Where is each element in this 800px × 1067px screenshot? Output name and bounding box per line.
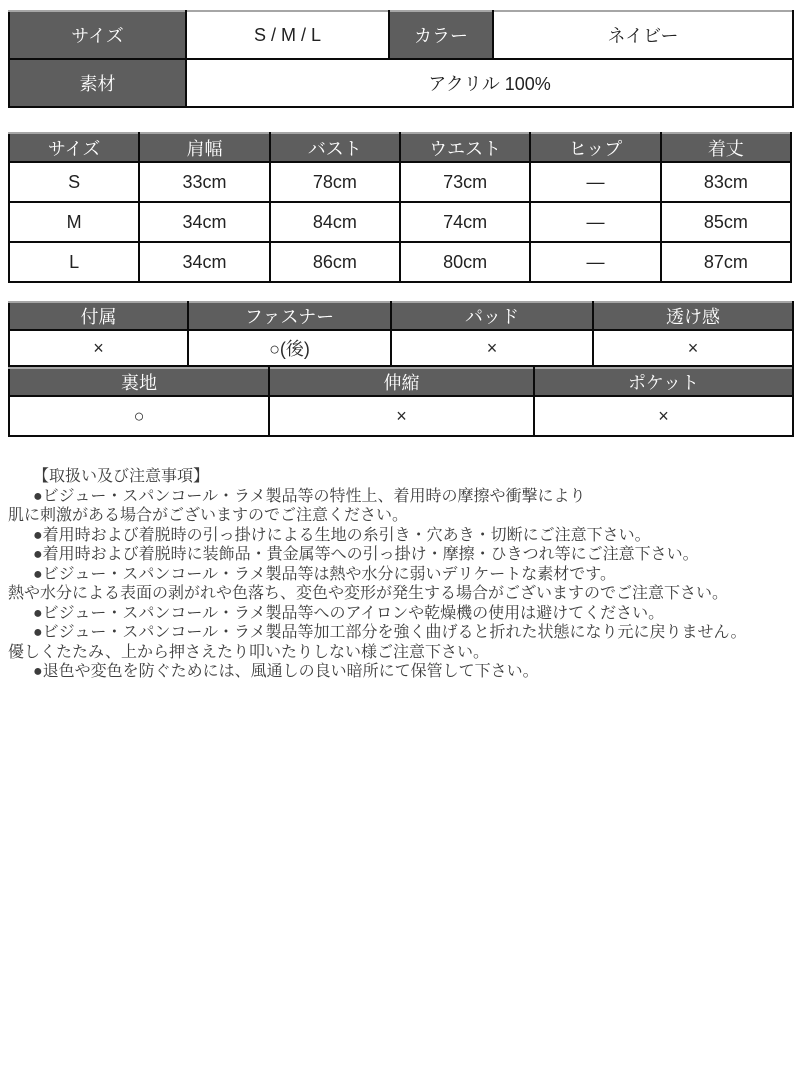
cell-size: L <box>9 242 139 282</box>
col-header-length: 着丈 <box>661 133 791 162</box>
measurement-header-row <box>9 133 791 162</box>
col-header-hip: ヒップ <box>530 133 660 162</box>
cell-bust: 86cm <box>270 242 400 282</box>
header-pad: パッド <box>391 302 593 330</box>
notes-line: 熱や水分による表面の剥がれや色落ち、変色や変形が発生する場合がございますのでご注意下さい。 <box>8 585 729 602</box>
cell-bust: 78cm <box>270 162 400 202</box>
notes-line: ●着用時および着脱時の引っ掛けによる生地の糸引き・穴あき・切断にご注意下さい。 <box>33 526 651 544</box>
notes-line: ●着用時および着脱時に装飾品・貴金属等への引っ掛け・摩擦・ひきつれ等にご注意下さい。 <box>33 546 699 563</box>
header-accessory: 付属 <box>9 302 188 330</box>
notes-line: ●ビジュー・スパンコール・ラメ製品等は熱や水分に弱いデリケートな素材です。 <box>33 565 616 583</box>
header-pocket: ポケット <box>534 368 793 396</box>
product-overview-table <box>8 10 794 108</box>
measurement-row-m <box>9 202 791 242</box>
cell-hip: ― <box>530 242 660 282</box>
cell-shoulder: 34cm <box>139 202 269 242</box>
size-value-cell: S / M / L <box>186 11 389 59</box>
notes-line: 優しくたたみ、上から押さえたり叩いたりしない様ご注意下さい。 <box>8 643 489 661</box>
value-fastener: ○(後) <box>188 330 391 366</box>
col-header-waist: ウエスト <box>400 133 530 162</box>
cell-waist: 74cm <box>400 202 530 242</box>
notes-title: 【取扱い及び注意事項】 <box>33 468 210 485</box>
cell-hip: ― <box>530 162 660 202</box>
header-lining: 裏地 <box>9 368 269 396</box>
value-sheerness: × <box>593 330 793 366</box>
cell-shoulder: 33cm <box>139 162 269 202</box>
value-pocket: × <box>534 396 793 436</box>
cell-length: 85cm <box>661 202 791 242</box>
header-stretch: 伸縮 <box>269 368 534 396</box>
value-stretch: × <box>269 396 534 436</box>
value-accessory: × <box>9 330 188 366</box>
cell-waist: 73cm <box>400 162 530 202</box>
notes-line: ●ビジュー・スパンコール・ラメ製品等の特性上、着用時の摩擦や衝撃により <box>33 487 586 505</box>
cell-shoulder: 34cm <box>139 242 269 282</box>
notes-line: ●退色や変色を防ぐためには、風通しの良い暗所にて保管して下さい。 <box>33 663 539 680</box>
notes-line: ●ビジュー・スパンコール・ラメ製品等加工部分を強く曲げると折れた状態になり元に戻りません。 <box>33 624 747 641</box>
cell-size: M <box>9 202 139 242</box>
col-header-bust: バスト <box>270 133 400 162</box>
color-label-cell: カラー <box>389 11 493 59</box>
feature1-header-row <box>9 302 793 330</box>
feature-table-1 <box>8 301 794 367</box>
feature2-header-row <box>9 368 793 396</box>
header-sheerness: 透け感 <box>593 302 793 330</box>
cell-waist: 80cm <box>400 242 530 282</box>
measurement-row-s <box>9 162 791 202</box>
cell-hip: ― <box>530 202 660 242</box>
overview-row-size-color <box>9 11 793 59</box>
notes-line: ●ビジュー・スパンコール・ラメ製品等へのアイロンや乾燥機の使用は避けてください。 <box>33 604 665 622</box>
material-value-cell: アクリル 100% <box>186 59 793 107</box>
size-label-cell: サイズ <box>9 11 186 59</box>
cell-bust: 84cm <box>270 202 400 242</box>
cell-size: S <box>9 162 139 202</box>
value-pad: × <box>391 330 593 366</box>
col-header-size: サイズ <box>9 133 139 162</box>
size-measurement-table <box>8 132 792 283</box>
notes-line: 肌に刺激がある場合がございますのでご注意ください。 <box>8 507 409 524</box>
col-header-shoulder: 肩幅 <box>139 133 269 162</box>
cell-length: 83cm <box>661 162 791 202</box>
value-lining: ○ <box>9 396 269 436</box>
overview-row-material <box>9 59 793 107</box>
color-value-cell: ネイビー <box>493 11 793 59</box>
header-fastener: ファスナー <box>188 302 391 330</box>
measurement-row-l <box>9 242 791 282</box>
feature1-value-row <box>9 330 793 366</box>
feature-table-2 <box>8 367 794 437</box>
feature2-value-row <box>9 396 793 436</box>
material-label-cell: 素材 <box>9 59 186 107</box>
handling-notes <box>8 467 792 682</box>
cell-length: 87cm <box>661 242 791 282</box>
